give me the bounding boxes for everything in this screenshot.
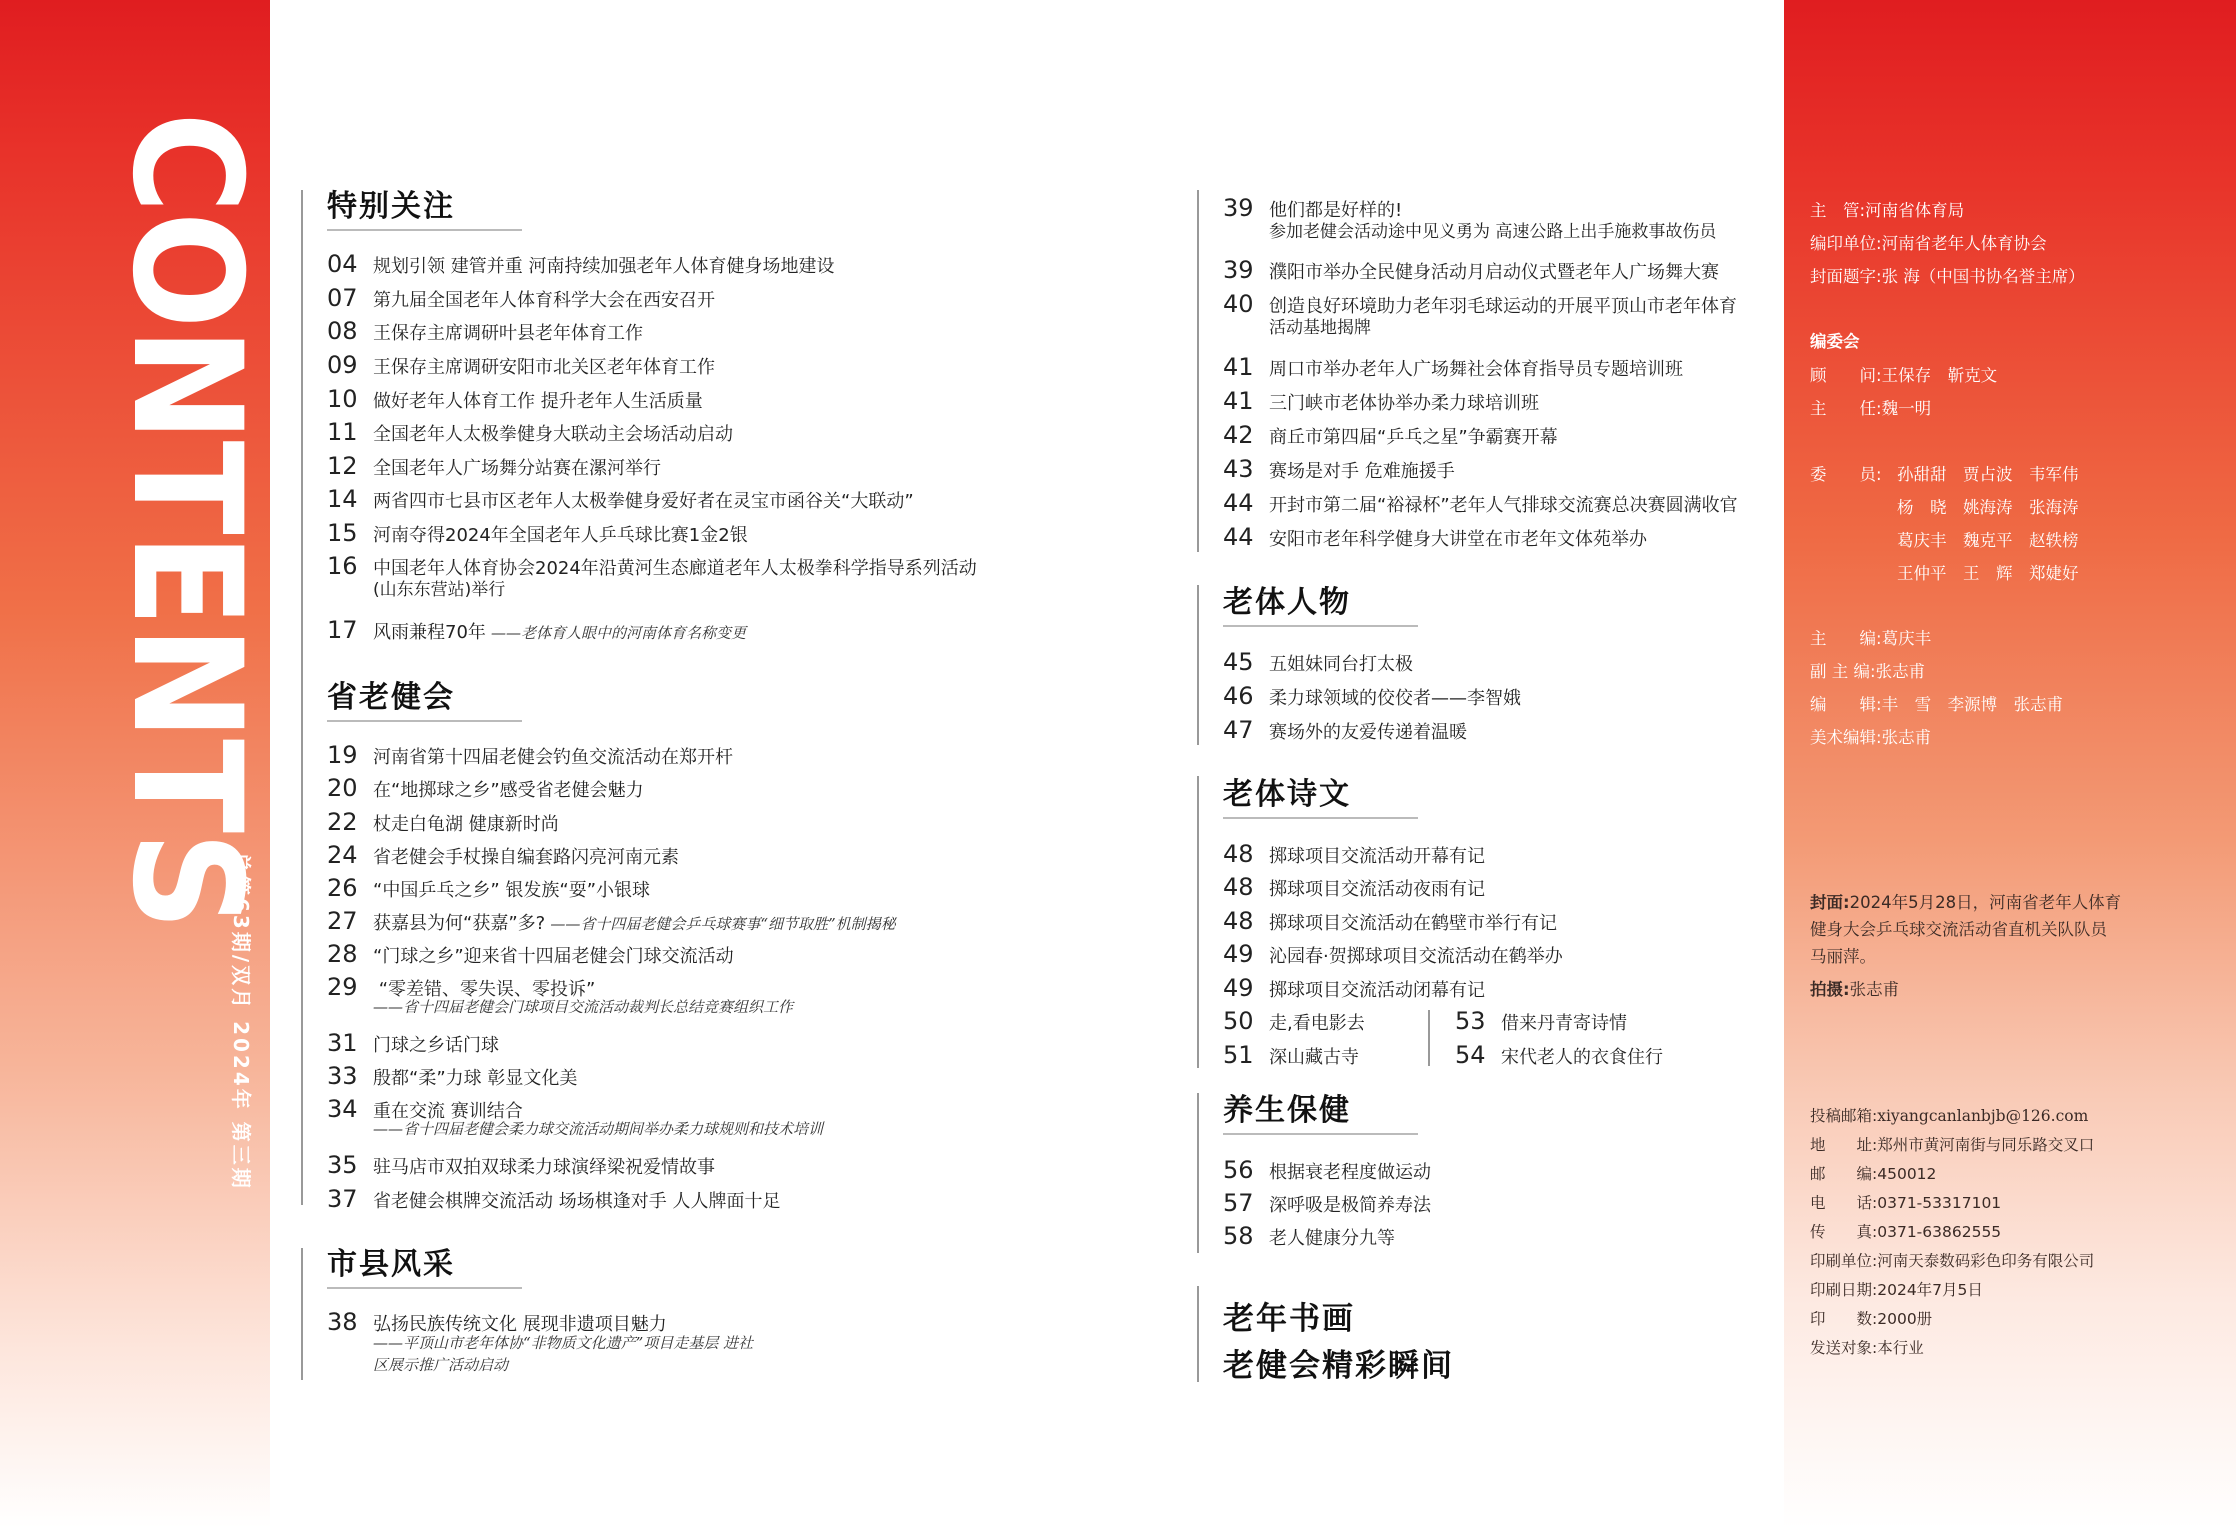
toc-entry[interactable]: 40 创造良好环境助力老年羽毛球运动的开展平顶山市老年体育: [1223, 290, 1737, 318]
left-red-band: [0, 0, 273, 1528]
toc-entry[interactable]: 49 沁园春·贺掷球项目交流活动在鹤举办: [1223, 940, 1563, 968]
info-art-editor: 美术编辑:张志甫: [1810, 728, 1932, 747]
toc-entry[interactable]: 44 开封市第二届“裕禄杯”老年人气排球交流赛总决赛圆满收官: [1223, 489, 1738, 517]
info-printer: 印刷单位:河南天泰数码彩色印务有限公司: [1810, 1252, 2095, 1270]
toc-entry[interactable]: 16 中国老年人体育协会2024年沿黄河生态廊道老年人太极拳科学指导系列活动: [327, 552, 977, 580]
toc-entry[interactable]: 35 驻马店市双拍双球柔力球演绎梁祝爱情故事: [327, 1151, 715, 1179]
toc-entry[interactable]: 28 “门球之乡”迎来省十四届老健会门球交流活动: [327, 940, 734, 968]
toc-entry[interactable]: 41 三门峡市老体协举办柔力球培训班: [1223, 387, 1539, 415]
toc-entry[interactable]: 07 第九届全国老年人体育科学大会在西安召开: [327, 284, 715, 312]
info-copies: 印 数:2000册: [1810, 1310, 1933, 1328]
section-underline: [327, 229, 522, 231]
column-2-rule: [1197, 776, 1199, 1068]
toc-entry[interactable]: 48 掷球项目交流活动开幕有记: [1223, 840, 1485, 868]
toc-entry[interactable]: 56 根据衰老程度做运动: [1223, 1156, 1431, 1184]
toc-entry[interactable]: 29 “零差错、零失误、零投诉”: [327, 973, 596, 1001]
info-members: 委 员:: [1810, 465, 1882, 484]
toc-entry[interactable]: 57 深呼吸是极简养寿法: [1223, 1189, 1431, 1217]
info-print-date: 印刷日期:2024年7月5日: [1810, 1281, 1983, 1299]
toc-entry[interactable]: 15 河南夺得2024年全国老年人乒乓球比赛1金2银: [327, 519, 748, 547]
toc-entry-continuation: 活动基地揭牌: [1269, 318, 1371, 338]
toc-entry[interactable]: 37 省老健会棋牌交流活动 场场棋逢对手 人人牌面十足: [327, 1185, 781, 1213]
info-supervisor: 主 管:河南省体育局: [1810, 201, 1965, 220]
toc-entry[interactable]: 08 王保存主席调研叶县老年体育工作: [327, 317, 643, 345]
info-address: 地 址:郑州市黄河南街与同乐路交叉口: [1810, 1136, 2095, 1154]
column-2-rule: [1197, 1286, 1199, 1382]
member-row: 孙甜甜 贾占波 韦军伟: [1897, 465, 2079, 484]
info-audience: 发送对象:本行业: [1810, 1339, 1924, 1357]
toc-entry[interactable]: 24 省老健会手杖操自编套路闪亮河南元素: [327, 841, 679, 869]
toc-entry[interactable]: 43 赛场是对手 危难施援手: [1223, 455, 1455, 483]
section-underline: [1223, 1133, 1418, 1135]
toc-entry-continuation: (山东东营站)举行: [373, 580, 506, 600]
toc-entry[interactable]: 33 殷都“柔”力球 彰显文化美: [327, 1062, 578, 1090]
info-phone: 电 话:0371-53317101: [1810, 1194, 2002, 1212]
info-editor-unit: 编印单位:河南省老年人体育协会: [1810, 234, 2047, 253]
column-1-rule: [301, 190, 303, 1205]
toc-entry[interactable]: 49 掷球项目交流活动闭幕有记: [1223, 974, 1485, 1002]
cover-caption-line-3: 马丽萍。: [1810, 947, 1876, 966]
section-title-provincial-games: 省老健会: [327, 680, 455, 715]
toc-entry-subtitle: 区展示推广活动启动: [373, 1356, 509, 1374]
toc-entry[interactable]: 22 杖走白龟湖 健康新时尚: [327, 808, 559, 836]
toc-entry[interactable]: 17 风雨兼程70年 ——老体育人眼中的河南体育名称变更: [327, 616, 747, 644]
section-underline: [327, 1287, 522, 1289]
column-2-rule: [1197, 190, 1199, 552]
toc-entry[interactable]: 51 深山藏古寺: [1223, 1041, 1359, 1069]
section-title-city-county: 市县风采: [327, 1247, 455, 1282]
info-email: 投稿邮箱:xiyangcanlanbjb@126.com: [1810, 1107, 2089, 1125]
section-underline: [1223, 817, 1418, 819]
info-postcode: 邮 编:450012: [1810, 1165, 1937, 1183]
info-advisor: 顾 问:王保存 靳克文: [1810, 366, 1998, 385]
toc-entry[interactable]: 50 走,看电影去: [1223, 1007, 1365, 1035]
toc-entry-subtitle: ——省十四届老健会柔力球交流活动期间举办柔力球规则和技术培训: [373, 1120, 824, 1138]
info-director: 主 任:魏一明: [1810, 399, 1932, 418]
toc-entry[interactable]: 26 “中国乒乓之乡” 银发族“耍”小银球: [327, 874, 651, 902]
inline-divider: [1428, 1010, 1430, 1066]
toc-entry[interactable]: 58 老人健康分九等: [1223, 1222, 1395, 1250]
info-committee: 编委会: [1810, 332, 1860, 351]
column-2-rule: [1197, 1093, 1199, 1253]
toc-entry[interactable]: 10 做好老年人体育工作 提升老年人生活质量: [327, 385, 703, 413]
toc-entry[interactable]: 09 王保存主席调研安阳市北关区老年体育工作: [327, 351, 715, 379]
toc-entry[interactable]: 12 全国老年人广场舞分站赛在漯河举行: [327, 452, 661, 480]
cover-caption-line-1: 封面:2024年5月28日，河南省老年人体育: [1810, 893, 2122, 912]
toc-entry[interactable]: 54 宋代老人的衣食住行: [1455, 1041, 1663, 1069]
toc-entry[interactable]: 48 掷球项目交流活动夜雨有记: [1223, 873, 1485, 901]
cover-caption-line-2: 健身大会乒乓球交流活动省直机关队队员: [1810, 920, 2107, 939]
section-title-special-focus: 特别关注: [327, 189, 455, 224]
toc-entry[interactable]: 19 河南省第十四届老健会钓鱼交流活动在郑开杆: [327, 741, 733, 769]
contents-title: CONTENTS: [99, 112, 273, 929]
column-2-rule: [1197, 585, 1199, 745]
toc-entry[interactable]: 04 规划引领 建管并重 河南持续加强老年人体育健身场地建设: [327, 250, 835, 278]
toc-entry-subtitle: ——省十四届老健会门球项目交流活动裁判长总结竞赛组织工作: [373, 998, 794, 1016]
section-title-people: 老体人物: [1223, 585, 1351, 620]
column-1-rule-lower: [301, 1248, 303, 1380]
info-editors: 编 辑:丰 雪 李源博 张志甫: [1810, 695, 2064, 714]
toc-entry[interactable]: 53 借来丹青寄诗情: [1455, 1007, 1627, 1035]
section-highlights[interactable]: 老健会精彩瞬间: [1223, 1348, 1454, 1384]
toc-entry[interactable]: 48 掷球项目交流活动在鹤壁市举行有记: [1223, 907, 1557, 935]
member-row: 杨 晓 姚海涛 张海涛: [1897, 498, 2079, 517]
toc-entry[interactable]: 39 濮阳市举办全民健身活动月启动仪式暨老年人广场舞大赛: [1223, 256, 1719, 284]
toc-entry-subtitle: ——平顶山市老年体协“非物质文化遗产”项目走基层 进社: [373, 1334, 754, 1352]
toc-entry[interactable]: 44 安阳市老年科学健身大讲堂在市老年文体苑举办: [1223, 523, 1647, 551]
cover-photographer: 拍摄:张志甫: [1810, 980, 1900, 999]
info-chief-editor: 主 编:葛庆丰: [1810, 629, 1932, 648]
toc-entry[interactable]: 34 重在交流 赛训结合: [327, 1095, 523, 1123]
toc-entry[interactable]: 11 全国老年人太极拳健身大联动主会场活动启动: [327, 418, 733, 446]
toc-entry[interactable]: 27 获嘉县为何“获嘉”多? ——省十四届老健会乒乓球赛事“细节取胜”机制揭秘: [327, 907, 896, 935]
issue-line: 总第63期/双月 2024年 第三期: [229, 852, 253, 1191]
section-title-health: 养生保健: [1223, 1093, 1351, 1128]
toc-entry[interactable]: 47 赛场外的友爱传递着温暖: [1223, 716, 1467, 744]
section-underline: [327, 720, 522, 722]
section-calligraphy[interactable]: 老年书画: [1223, 1301, 1355, 1337]
toc-entry-continuation: 参加老健会活动途中见义勇为 高速公路上出手施救事故伤员: [1269, 222, 1717, 242]
toc-entry[interactable]: 46 柔力球领域的佼佼者——李智娥: [1223, 682, 1521, 710]
toc-entry[interactable]: 20 在“地掷球之乡”感受省老健会魅力: [327, 774, 644, 802]
toc-entry[interactable]: 31 门球之乡话门球: [327, 1029, 499, 1057]
toc-entry[interactable]: 14 两省四市七县市区老年人太极拳健身爱好者在灵宝市函谷关“大联动”: [327, 485, 914, 513]
info-fax: 传 真:0371-63862555: [1810, 1223, 2002, 1241]
toc-entry[interactable]: 38 弘扬民族传统文化 展现非遗项目魅力: [327, 1308, 667, 1336]
member-row: 葛庆丰 魏克平 赵轶榜: [1897, 531, 2079, 550]
section-underline: [1223, 625, 1418, 627]
info-cover-title: 封面题字:张 海（中国书协名誉主席）: [1810, 267, 2085, 286]
section-title-poetry: 老体诗文: [1223, 777, 1351, 812]
toc-entry[interactable]: 42 商丘市第四届“乒乓之星”争霸赛开幕: [1223, 421, 1558, 449]
member-row: 王仲平 王 辉 郑婕好: [1897, 564, 2079, 583]
toc-entry[interactable]: 45 五姐妹同台打太极: [1223, 648, 1413, 676]
toc-entry[interactable]: 39 他们都是好样的!: [1223, 194, 1403, 222]
info-vice-chief-editor: 副 主 编:张志甫: [1810, 662, 1926, 681]
toc-entry[interactable]: 41 周口市举办老年人广场舞社会体育指导员专题培训班: [1223, 353, 1683, 381]
